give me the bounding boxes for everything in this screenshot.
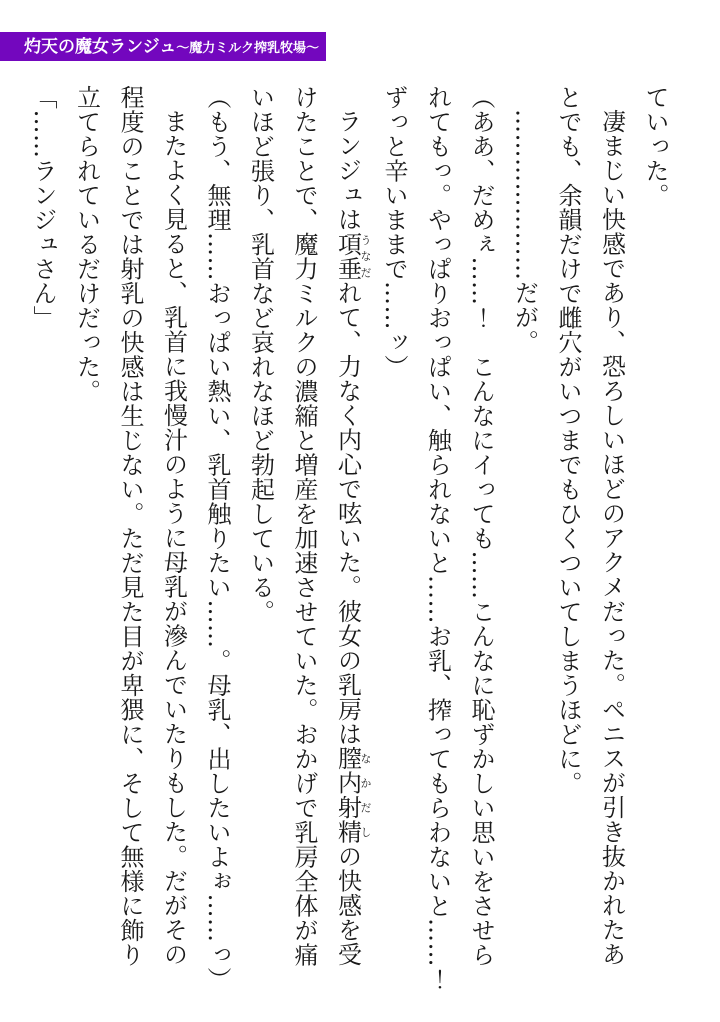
- text-column: 程度のことでは射乳の快感は生じない。ただ見た目が卑猥に、そして無様に飾り: [116, 85, 144, 967]
- text-column: 「……ランジュさん」: [29, 85, 57, 330]
- text-column: いほど張り、乳首など哀れなほど勃起している。: [246, 85, 275, 624]
- chapter-header-bar: [0, 32, 326, 61]
- furigana-annotation: 膣内射精なかだし: [333, 746, 372, 844]
- text-column: …………………だが。: [510, 109, 539, 354]
- text-column: （もう、無理……おっぱい熱い、乳首触りたい……。母乳、出したいよぉ……っ）: [203, 85, 231, 992]
- chapter-title: 灼天の魔女ランジュ: [24, 37, 177, 57]
- text-column: ランジュは項垂うなだれて、力なく内心で呟いた。彼女の乳房は膣内射精なかだしの快感を受: [333, 109, 372, 967]
- text-column: ていった。: [641, 85, 669, 208]
- text-column: 立てられているだけだった。: [72, 85, 101, 404]
- text-columns: [21, 85, 677, 992]
- chapter-subtitle: ～魔力ミルク搾乳牧場～: [176, 41, 319, 56]
- text-column: （ああ、だめぇ……！ こんなにイっても……こんなに恥ずかしい思いをさせら: [467, 85, 495, 967]
- text-column: けたことで、魔力ミルクの濃縮と増産を加速させていた。おかげで乳房全体が痛: [290, 85, 318, 967]
- text-column: またよく見ると、乳首に我慢汁のように母乳が滲んでいたりもした。だがその: [159, 109, 188, 967]
- furigana-annotation: 項垂うなだ: [333, 231, 372, 281]
- text-column: ずっと辛いままで……ッ）: [380, 85, 408, 379]
- text-column: とでも、余韻だけで雌穴がいつまでもひくついてしまうほどに。: [554, 85, 582, 796]
- text-column: 凄まじい快感であり、恐ろしいほどのアクメだった。ペニスが引き抜かれたあ: [597, 109, 626, 967]
- text-column: れてもっ。やっぱりおっぱい、触られないと……お乳、搾ってもらわないと……！: [423, 85, 452, 992]
